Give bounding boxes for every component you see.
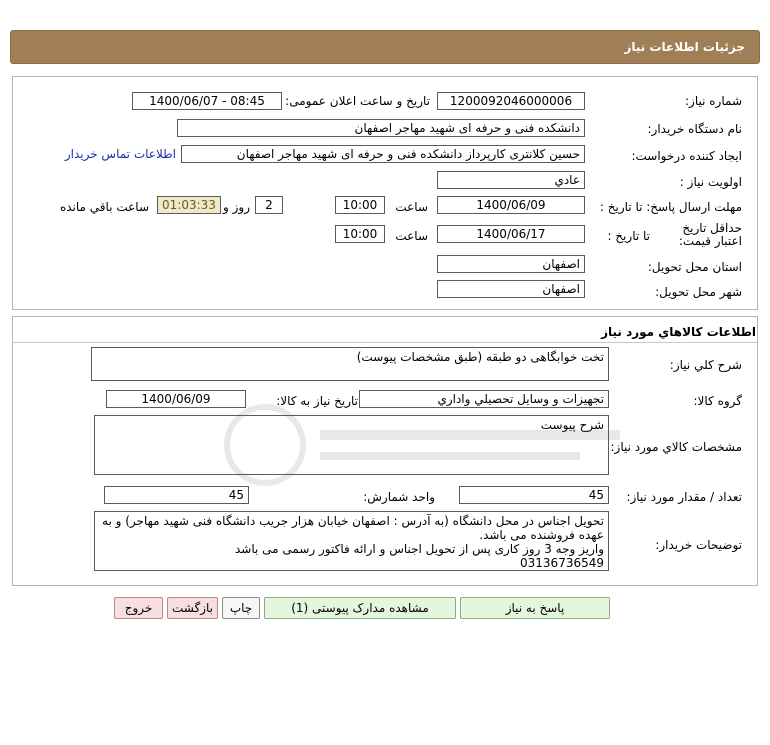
remaining-time-field: 01:03:33 (157, 196, 221, 214)
validity-time-label: ساعت (395, 229, 428, 243)
priority-field: عادي (437, 171, 585, 189)
validity-date-field: 1400/06/17 (437, 225, 585, 243)
send-time-field: 10:00 (335, 196, 385, 214)
need-number-label: شماره نیاز: (685, 94, 742, 108)
page-header (10, 30, 760, 64)
validity-label: حداقل تاریخ اعتبار قیمت: (678, 221, 742, 248)
requester-label: ایجاد کننده درخواست: (631, 149, 742, 163)
city-label: شهر محل تحویل: (655, 285, 742, 299)
announce-date-field: 1400/06/07 - 08:45 (132, 92, 282, 110)
city-field: اصفهان (437, 280, 585, 298)
buyer-notes-label: توضيحات خريدار: (655, 538, 742, 552)
priority-label: اولویت نیاز : (679, 175, 742, 189)
unit-label: واحد شمارش: (363, 490, 435, 504)
quantity-label: تعداد / مقدار مورد نیاز: (626, 490, 742, 504)
goods-group-label: گروه کالا: (693, 394, 742, 408)
view-attachments-button[interactable]: مشاهده مدارک پیوستی (1) (264, 597, 456, 619)
unit-field: 45 (104, 486, 249, 504)
requester-field: حسین کلانتری کارپرداز دانشکده فنی و حرفه ای شهید مهاجر اصفهان (181, 145, 585, 163)
need-date-label: تاریخ نیاز به کالا: (276, 394, 358, 408)
back-button[interactable]: بازگشت (167, 597, 218, 619)
validity-to-label: تا تاریخ : (607, 229, 650, 243)
buyer-notes-line: تحویل اجناس در محل دانشگاه (به آدرس : اصفهان خیابان هزار جریب دانشگاه فنی شهید مهاجر) و به (102, 514, 604, 528)
goods-section-title: اطلاعات کالاهاي مورد نياز (601, 325, 756, 339)
page-title: جزئیات اطلاعات نیاز (624, 40, 745, 54)
remaining-label: ساعت باقي مانده (59, 200, 149, 214)
province-field: اصفهان (437, 255, 585, 273)
days-remaining-field: 2 (255, 196, 283, 214)
specs-label: مشخصات کالاي مورد نياز: (610, 440, 742, 454)
announce-date-label: تاریخ و ساعت اعلان عمومی: (285, 94, 430, 108)
exit-button[interactable]: خروج (114, 597, 163, 619)
quantity-field: 45 (459, 486, 609, 504)
goods-group-field: تجهيزات و وسايل تحصيلي واداري (359, 390, 609, 408)
buyer-contact-link[interactable]: اطلاعات تماس خریدار (64, 147, 176, 161)
send-time-label: ساعت (395, 200, 428, 214)
reply-button[interactable]: پاسخ به نیاز (460, 597, 610, 619)
specs-field: شرح پیوست (94, 415, 609, 475)
buyer-notes-field (94, 511, 609, 571)
buyer-notes-line: عهده فروشنده می باشد. (479, 528, 604, 542)
send-date-field: 1400/06/09 (437, 196, 585, 214)
send-deadline-label: مهلت ارسال پاسخ: تا تاریخ : (599, 200, 742, 214)
days-label: روز و (223, 200, 250, 214)
summary-label: شرح کلي نياز: (669, 358, 742, 372)
buyer-notes-line: 03136736549 (520, 556, 604, 570)
province-label: استان محل تحویل: (647, 260, 742, 274)
summary-field: تخت خوابگاهی دو طبقه (طبق مشخصات پیوست) (91, 347, 609, 381)
need-date-field: 1400/06/09 (106, 390, 246, 408)
buyer-org-field: دانشکده فنی و حرفه ای شهید مهاجر اصفهان (177, 119, 585, 137)
buyer-org-label: نام دستگاه خریدار: (647, 122, 742, 136)
print-button[interactable]: چاپ (222, 597, 260, 619)
buyer-notes-line: واریز وجه 3 روز کاری پس از تحویل اجناس و ارائه فاکتور رسمی می باشد (234, 542, 604, 556)
validity-time-field: 10:00 (335, 225, 385, 243)
need-info-panel (12, 76, 758, 310)
section-divider (13, 342, 757, 343)
need-number-field: 1200092046000006 (437, 92, 585, 110)
